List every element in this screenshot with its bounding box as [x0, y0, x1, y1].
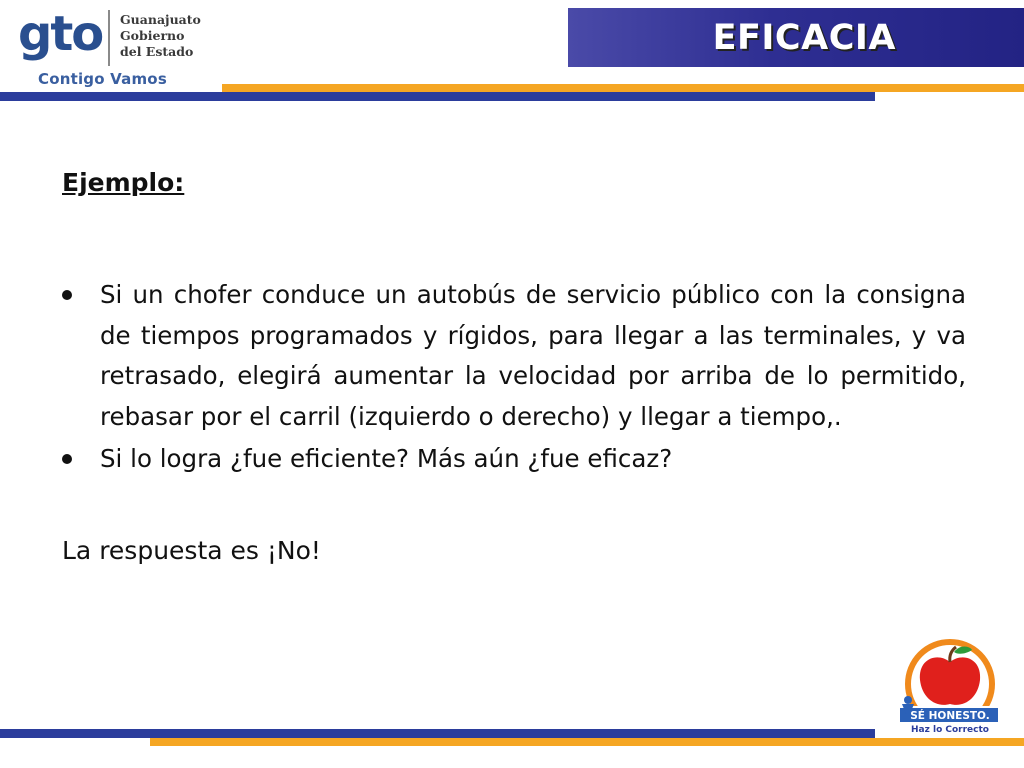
- apple-icon: [920, 657, 980, 705]
- gto-logo: [18, 4, 208, 92]
- slide-title: EFICACIA: [712, 18, 896, 58]
- title-banner: [568, 8, 1024, 67]
- logo-slogan: Contigo Vamos: [38, 70, 167, 88]
- apple-leaf-icon: [954, 647, 972, 654]
- top-blue-stripe: [0, 92, 875, 101]
- badge-line2: Haz lo Correcto: [911, 725, 989, 735]
- slide-body: [62, 168, 966, 565]
- logo-state-line: Gobierno: [120, 28, 185, 43]
- bullet-item: [62, 439, 966, 480]
- logo-wordmark: gto: [18, 6, 103, 62]
- bullet-text: Si lo logra ¿fue eficiente? Más aún ¿fue eficaz?: [100, 444, 673, 473]
- badge-line1: SÉ HONESTO.: [910, 710, 990, 722]
- bullet-text: Si un chofer conduce un autobús de servicio público con la consigna de tiempos programados y rígidos, para llegar a las terminales, y va retrasado, elegirá aumentar la velocidad por arriba de lo permitido, rebasar por el carril (izquierdo o derecho) y llegar a tiempo,.: [100, 280, 966, 431]
- badge-figure-icon: [904, 696, 912, 704]
- bottom-orange-stripe: [150, 738, 1024, 746]
- bullet-item: [62, 275, 966, 437]
- bullet-dot-icon: [62, 290, 72, 300]
- top-orange-stripe: [222, 84, 1024, 92]
- logo-state-name: [120, 12, 201, 60]
- se-honesto-badge: [894, 638, 1006, 738]
- bullet-list: [62, 275, 966, 480]
- example-heading: Ejemplo:: [62, 168, 185, 197]
- logo-state-line: Guanajuato: [120, 12, 201, 27]
- logo-state-line: del Estado: [120, 44, 194, 59]
- logo-separator: [108, 10, 110, 66]
- bullet-dot-icon: [62, 454, 72, 464]
- answer-text: La respuesta es ¡No!: [62, 535, 321, 565]
- bottom-blue-stripe: [0, 729, 875, 738]
